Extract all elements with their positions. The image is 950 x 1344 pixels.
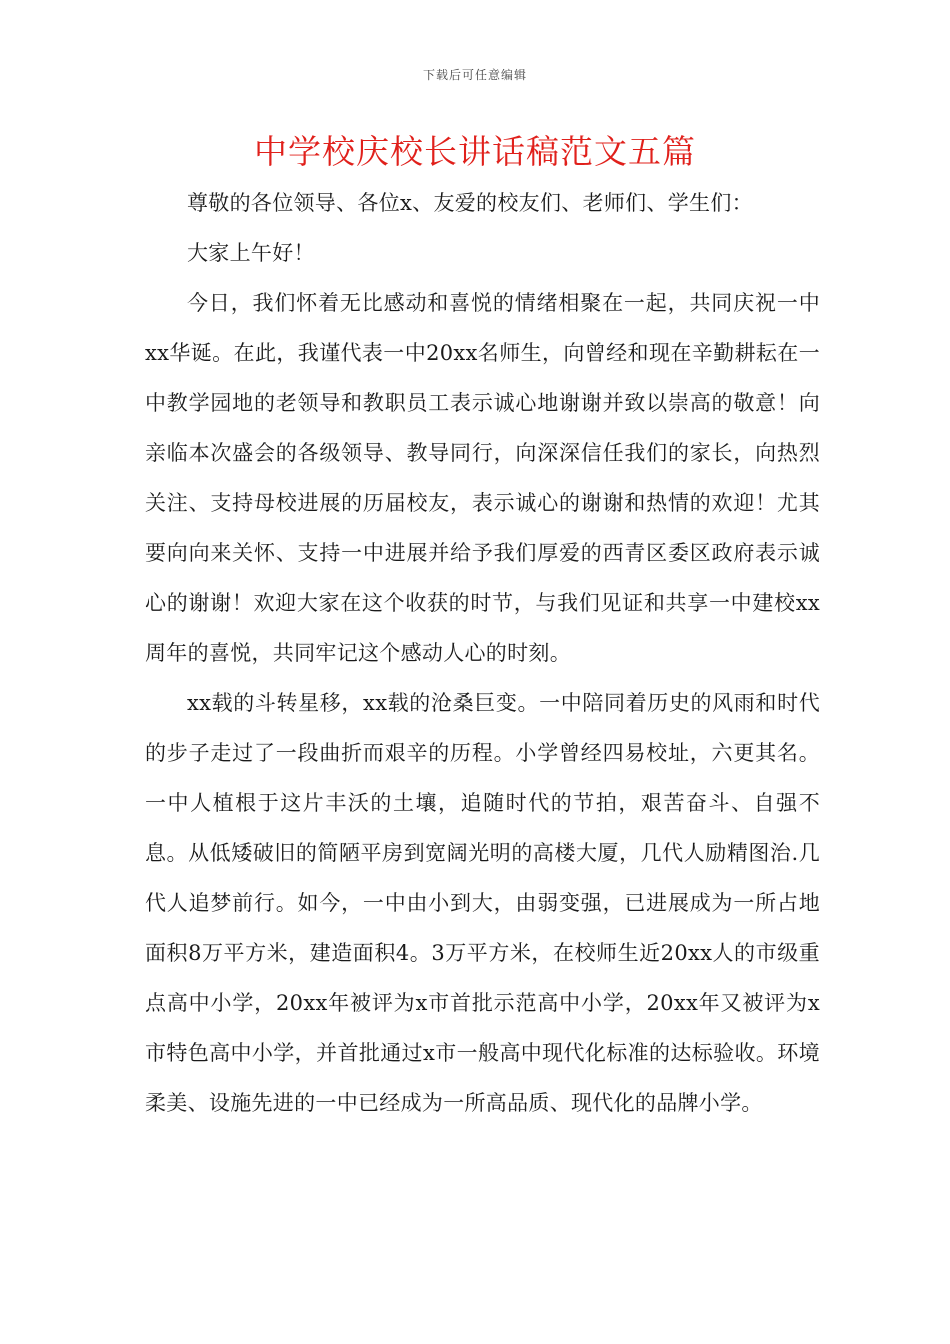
greeting-paragraph: 大家上午好！	[187, 241, 315, 265]
document-title: 中学校庆校长讲话稿范文五篇	[254, 132, 696, 171]
document-body	[145, 178, 820, 1128]
body-paragraph-2: xx载的斗转星移，xx载的沧桑巨变。一中陪同着历史的风雨和时代的步子走过了一段曲折而艰辛的历程。小学曾经四易校址，六更其名。一中人植根于这片丰沃的土壤，追随时代的节拍，艰苦奋斗、自强不息。从低矮破旧的简陋平房到宽阔光明的高楼大厦，几代人励精图治.几代人追梦前行。如今，一中由小到大，由弱变强，已进展成为一所占地面积8万平方米，建造面积4。3万平方米，在校师生近20xx人的市级重点高中小学，20xx年被评为x市首批示范高中小学，20xx年又被评为x市特色高中小学，并首批通过x市一般高中现代化标准的达标验收。环境柔美、设施先进的一中已经成为一所高品质、现代化的品牌小学。	[145, 691, 820, 1115]
body-paragraph-1: 今日，我们怀着无比感动和喜悦的情绪相聚在一起，共同庆祝一中xx华诞。在此，我谨代表一中20xx名师生，向曾经和现在辛勤耕耘在一中教学园地的老领导和教职员工表示诚心地谢谢并致以崇高的敬意！向亲临本次盛会的各级领导、教导同行，向深深信任我们的家长，向热烈关注、支持母校进展的历届校友，表示诚心的谢谢和热情的欢迎！尤其要向向来关怀、支持一中进展并给予我们厚爱的西青区委区政府表示诚心的谢谢！欢迎大家在这个收获的时节，与我们见证和共享一中建校xx周年的喜悦，共同牢记这个感动人心的时刻。	[145, 291, 820, 665]
page-header-note: 下载后可任意编辑	[422, 68, 527, 82]
salutation-paragraph: 尊敬的各位领导、各位x、友爱的校友们、老师们、学生们：	[187, 191, 753, 215]
